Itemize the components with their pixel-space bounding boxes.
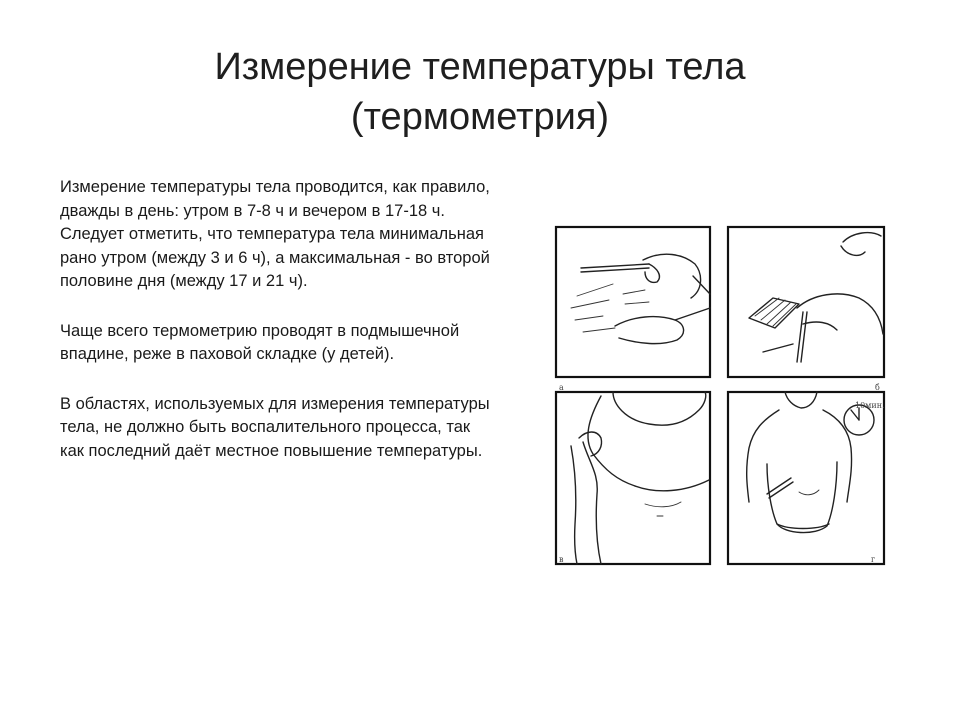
slide-title	[60, 42, 900, 142]
paragraph-measurement-schedule: Измерение температуры тела проводится, как правило, дважды в день: утром в 7-8 ч и вечером в 17-18 ч. Следует отметить, что температура тела минимальная рано утром (между 3 и 6 ч), а максимальная - во второй половине дня (между 17 и 21 ч).	[60, 178, 490, 290]
illustration-svg	[553, 224, 887, 566]
panel-thermometer-case	[728, 227, 884, 392]
body-text	[60, 176, 490, 489]
thermometry-illustration	[553, 224, 887, 566]
panel-shaking-thermometer	[556, 227, 710, 392]
title-line-2: (термометрия)	[350, 96, 610, 138]
timer-label: 10мин.	[855, 401, 885, 410]
paragraph-measurement-sites: Чаще всего термометрию проводят в подмышечной впадине, реже в паховой складке (у детей).	[60, 321, 460, 363]
title-line-1: Измерение температуры тела	[214, 46, 746, 88]
panel-thermometer-in-place	[728, 392, 885, 564]
paragraph-inflammation-note: В областях, используемых для измерения температуры тела, не должно быть воспалительного процесса, так как последний даёт местное повышение температуры.	[60, 394, 490, 460]
panel-armpit-placement	[556, 392, 710, 564]
panel-label-b: б	[875, 383, 880, 392]
panel-label-d: г	[871, 555, 876, 564]
panel-label-c: в	[559, 555, 564, 564]
panel-label-a: а	[559, 383, 564, 392]
